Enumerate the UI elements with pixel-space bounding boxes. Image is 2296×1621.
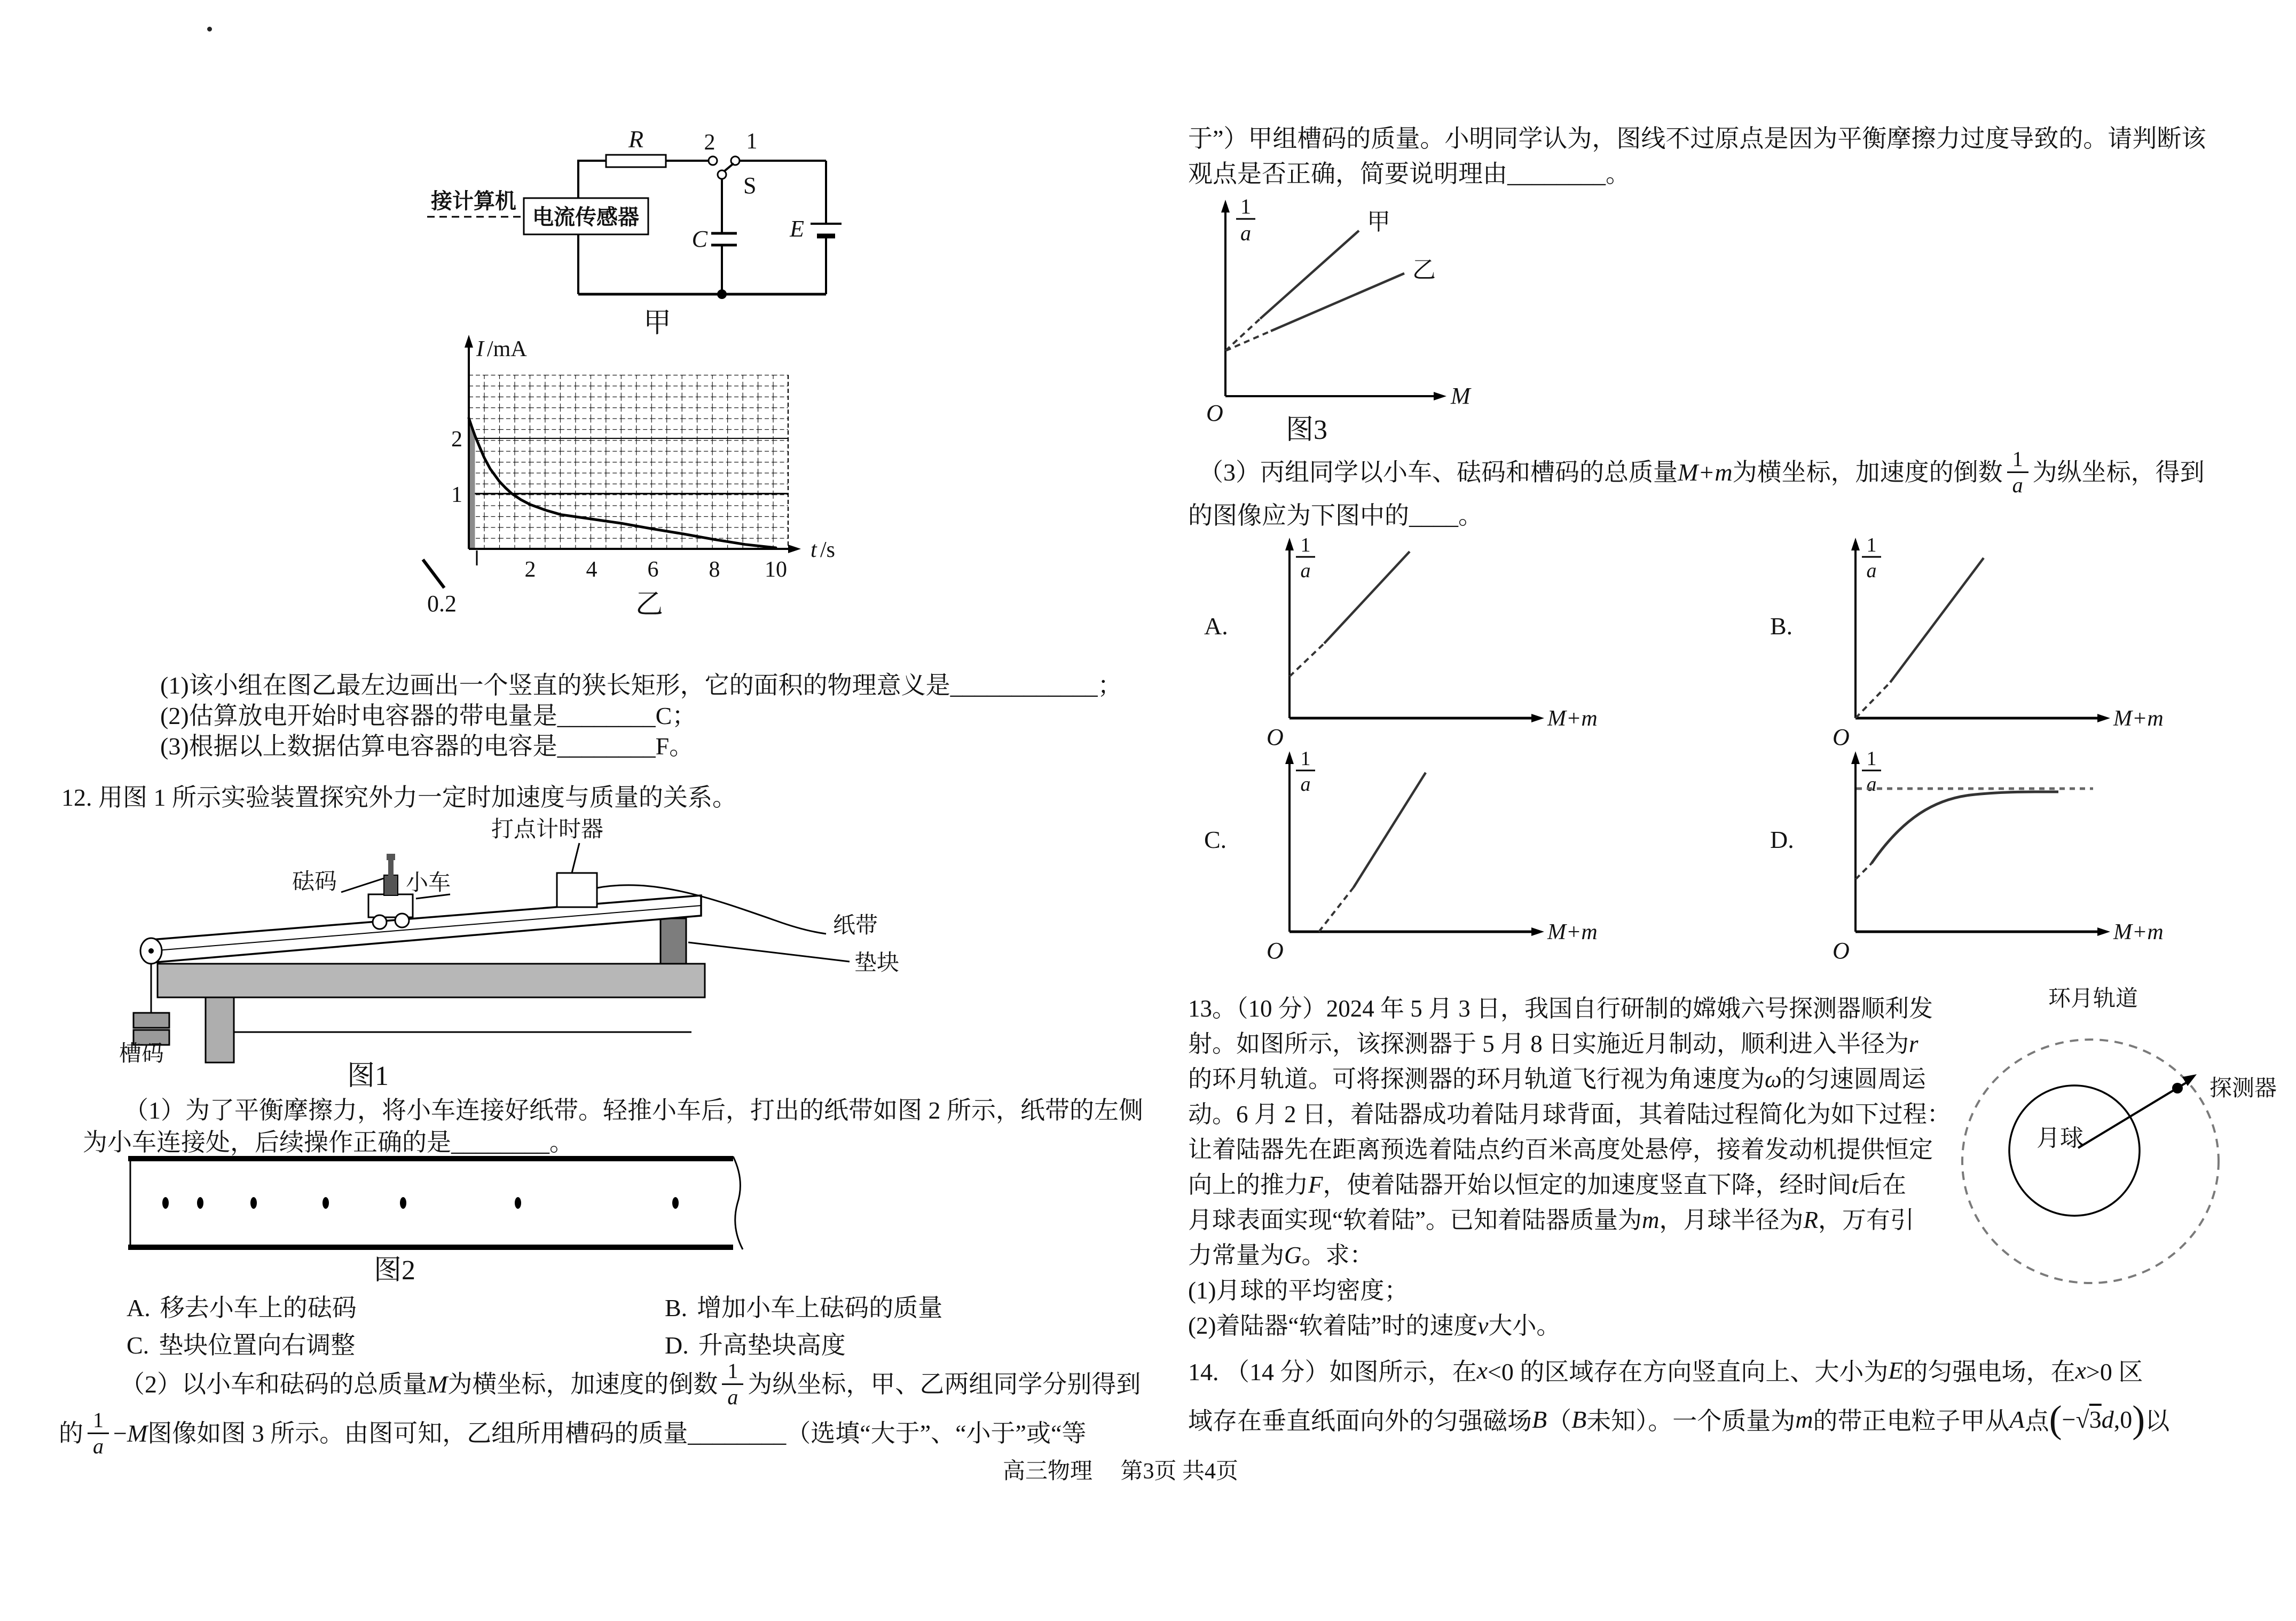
- y-axis-arrow: [1221, 200, 1230, 213]
- option-b: [665, 1293, 942, 1323]
- q13-line: 动。6 月 2 日，着陆器成功着陆月球背面，其着陆过程简化为如下过程：: [1188, 1101, 1951, 1128]
- track-edge-line: [151, 906, 701, 951]
- q13-line: 让着陆器先在距离预选着陆点约百米高度处悬停，接着发动机提供恒定: [1188, 1136, 1933, 1163]
- jia-dashed: [1225, 319, 1260, 351]
- q13-line: 13。（10 分）2024 年 5 月 3 日，我国自行研制的嫦娥六号探测器顺利发: [1188, 995, 1933, 1022]
- tape-dot: [515, 1197, 521, 1209]
- pad-block: [661, 918, 686, 964]
- option-d-key: D.: [665, 1332, 689, 1359]
- grid: [469, 375, 788, 549]
- svg-text:1: 1: [1866, 534, 1877, 556]
- graph-a-key: A.: [1204, 612, 1228, 640]
- tape-figure-2: [125, 1152, 766, 1254]
- cart-wheel: [395, 914, 409, 927]
- option-d-text: 升高垫块高度: [698, 1332, 846, 1359]
- resistor: [606, 155, 666, 167]
- probe-dot: [2172, 1083, 2183, 1093]
- jia-line: [1260, 231, 1359, 319]
- yi-label: 乙: [1412, 257, 1436, 283]
- ylabel-I: I: [476, 337, 484, 361]
- ytick-1: 1: [451, 483, 462, 507]
- tape-dot: [400, 1197, 406, 1209]
- moon-orbit-figure: [1960, 977, 2291, 1297]
- yi-line: [1271, 273, 1404, 331]
- weight-label: 砝码: [292, 870, 337, 894]
- tape-dot: [323, 1197, 329, 1209]
- contact1-label: 1: [746, 129, 758, 154]
- frac-num: 1: [1240, 194, 1251, 218]
- pad-leader: [688, 942, 850, 962]
- xtick-6: 6: [647, 557, 659, 582]
- text-seg: （3）丙组同学以小车、砝码和槽码的总质量: [1199, 458, 1678, 486]
- svg-text:O: O: [1833, 938, 1850, 964]
- xtick-4: 4: [586, 557, 597, 582]
- x-axis-arrow: [788, 545, 801, 553]
- tape-torn-edge: [733, 1156, 743, 1249]
- y-axis-arrow: [465, 335, 473, 348]
- tape-dot: [250, 1197, 257, 1209]
- q12-cont-line1: 于”）甲组槽码的质量。小明同学认为，图线不过原点是因为平衡摩擦力过度导致的。请判断该: [1188, 125, 2206, 152]
- svg-text:M+m: M+m: [1547, 920, 1598, 945]
- graph-b-key: B.: [1770, 612, 1793, 640]
- tape-dot: [162, 1197, 169, 1209]
- frac-den: a: [1240, 221, 1251, 245]
- fraction-1-over-a: $\frac{1}{a}$: [722, 1360, 743, 1408]
- q13-part1: (1)月球的平均密度；: [1188, 1277, 1409, 1304]
- hanger-weight: [133, 1013, 169, 1028]
- svg-text:1: 1: [1866, 747, 1877, 770]
- q12-cont-line2: 观点是否正确，简要说明理由________。: [1188, 160, 1630, 187]
- timer-leader: [572, 843, 579, 873]
- origin-0-2: 0.2: [427, 591, 457, 617]
- q14-text: [1188, 1345, 2288, 1444]
- page-footer: 高三物理 第3页 共4页: [1003, 1459, 1239, 1484]
- graph-d-key: D.: [1770, 826, 1794, 853]
- text-seg: 为纵坐标，得到: [2032, 458, 2205, 486]
- q13-line: 向上的推力 F ，使着陆器开始以恒定的加速度竖直下降，经时间 t 后在: [1188, 1171, 1907, 1198]
- q13-line: 射。如图所示，该探测器于 5 月 8 日实施近月制动，顺利进入半径为 r: [1188, 1030, 1918, 1057]
- contact2-label: 2: [704, 130, 715, 155]
- q12-part3-line1: [1199, 448, 2205, 496]
- xtick-8: 8: [709, 557, 720, 582]
- option-graph-b: [1770, 526, 2187, 750]
- q13-line: 的环月轨道。可将探测器的环月轨道飞行视为角速度为 ω 的匀速圆周运: [1188, 1066, 1926, 1092]
- svg-text:1: 1: [1300, 534, 1311, 556]
- roller-axle: [148, 948, 154, 954]
- option-c-text: 垫块位置向右调整: [159, 1332, 356, 1359]
- text-seg: （2）以小车和砝码的总质量: [120, 1370, 427, 1398]
- discharge-graph-yi: [411, 333, 849, 642]
- svg-text:M+m: M+m: [2113, 706, 2164, 731]
- option-graph-a: [1204, 526, 1621, 750]
- capacitor-label: C: [691, 226, 707, 252]
- q13-part2: (2)着陆器“软着陆”时的速度 v 大小。: [1188, 1312, 1561, 1339]
- cart-wheel: [373, 915, 387, 929]
- fraction-1-over-a: $\frac{1}{a}$: [88, 1410, 109, 1457]
- q12-intro: 12. 用图 1 所示实验装置探究外力一定时加速度与质量的关系。: [61, 784, 737, 811]
- weight-leader: [341, 878, 384, 892]
- graph-figure-3: [1199, 188, 1476, 423]
- text-seg: 为纵坐标，甲、乙两组同学分别得到: [748, 1370, 1141, 1398]
- option-a-text: 移去小车上的砝码: [160, 1294, 357, 1321]
- timer-box: [557, 873, 597, 907]
- graph-a-plot: [1239, 526, 1613, 756]
- tape-dot: [197, 1197, 203, 1209]
- q12-part1-line2: 为小车连接处，后续操作正确的是________。: [83, 1129, 574, 1156]
- xlabel-t: t: [811, 538, 817, 562]
- origin-O: O: [1206, 400, 1223, 423]
- svg-text:O: O: [1267, 938, 1284, 964]
- current-sensor-label: 电流传感器: [532, 205, 639, 229]
- fraction-1-over-a: $\frac{1}{a}$: [2007, 448, 2028, 496]
- option-graph-d: [1770, 739, 2187, 964]
- sqrt-3: 3: [2089, 1405, 2102, 1433]
- figure-1-caption: 图1: [347, 1061, 389, 1091]
- text-seg: 为横坐标，加速度的倒数: [1732, 458, 2003, 486]
- probe-label: 探测器: [2209, 1076, 2277, 1101]
- graph-b-plot: [1805, 526, 2179, 756]
- track: [151, 895, 701, 963]
- svg-text:M+m: M+m: [1547, 706, 1598, 731]
- apparatus-figure-1: [104, 814, 942, 1065]
- weight-bottle-cap: [387, 854, 395, 860]
- q11-part1: (1)该小组在图乙最左边画出一个竖直的狭长矩形，它的面积的物理意义是____________；: [160, 672, 1122, 699]
- figure-yi-caption: 乙: [635, 589, 664, 620]
- option-a: [127, 1293, 357, 1323]
- text-seg: 的: [59, 1419, 83, 1447]
- q11-part3: (3)根据以上数据估算电容器的电容是________F。: [160, 733, 694, 760]
- svg-text:a: a: [1866, 773, 1877, 796]
- switch-contact-2: [709, 156, 717, 165]
- svg-text:a: a: [1300, 773, 1311, 796]
- q13-line: 力常量为 G 。求：: [1188, 1242, 1374, 1269]
- weight-bottle-body: [384, 875, 398, 895]
- table-leg: [206, 997, 234, 1063]
- circuit-figure-jia: [416, 128, 854, 304]
- q12-part2-line2: [59, 1410, 1086, 1457]
- orbit-label: 环月轨道: [2048, 987, 2138, 1011]
- graph-d-plot: [1805, 739, 2179, 969]
- option-d: [665, 1331, 846, 1360]
- xtick-10: 10: [765, 557, 787, 582]
- stray-mark: [207, 27, 212, 32]
- symbol-M: M: [427, 1370, 448, 1398]
- svg-text:1: 1: [1300, 747, 1311, 770]
- moon-label: 月球: [2036, 1125, 2083, 1151]
- svg-text:O: O: [1267, 724, 1284, 750]
- svg-text:a: a: [1866, 560, 1877, 582]
- pad-label: 垫块: [854, 951, 900, 975]
- switch-blade: [724, 163, 734, 171]
- q12-part2-line1: [120, 1360, 1141, 1408]
- switch-label: S: [743, 172, 757, 199]
- option-b-key: B.: [665, 1294, 688, 1321]
- q12-part3-line2: 的图像应为下图中的____。: [1188, 502, 1483, 529]
- q11-part2: (2)估算放电开始时电容器的带电量是________C；: [160, 702, 697, 729]
- xtick-2: 2: [524, 557, 536, 582]
- yi-dashed: [1225, 331, 1271, 351]
- weight-bottle-neck: [388, 859, 394, 876]
- figure-3-caption: 图3: [1286, 415, 1328, 445]
- graph-c-plot: [1239, 739, 1613, 969]
- q13-text: [1188, 989, 1968, 1341]
- option-c-key: C.: [127, 1332, 150, 1359]
- battery-label: E: [790, 216, 804, 242]
- svg-text:M+m: M+m: [2113, 920, 2164, 945]
- option-c: [127, 1331, 355, 1360]
- resistor-label: R: [628, 128, 644, 153]
- to-computer-label: 接计算机: [431, 189, 516, 213]
- symbol-M: M: [127, 1419, 148, 1447]
- symbol-M-plus-m: M+m: [1678, 458, 1733, 486]
- q14-line2: 域存在垂直纸面向外的匀强磁场 B （ B 未知）。一个质量为 m 的带正电粒子甲从 A 点 ( −√ 3 d ,0 ) 以: [1188, 1398, 2170, 1441]
- figure-2-caption: 图2: [374, 1255, 416, 1286]
- svg-text:O: O: [1833, 724, 1850, 750]
- ylabel-unit: /mA: [487, 337, 527, 361]
- junction-dot: [717, 289, 727, 299]
- tape-label: 纸带: [833, 914, 878, 938]
- option-graph-c: [1204, 739, 1621, 964]
- text-seg: 为横坐标，加速度的倒数: [447, 1370, 718, 1398]
- option-b-text: 增加小车上砝码的质量: [697, 1294, 943, 1321]
- x-axis-arrow: [1434, 392, 1446, 400]
- q13-line: 月球表面实现“软着陆”。已知着陆器质量为 m ，月球半径为 R ，万有引: [1188, 1207, 1914, 1233]
- wire: [578, 161, 606, 198]
- cart-body: [368, 894, 413, 917]
- jia-label: 甲: [1367, 209, 1390, 235]
- graph-c-key: C.: [1204, 826, 1227, 853]
- tape-dot: [672, 1197, 679, 1209]
- svg-text:a: a: [1300, 560, 1311, 582]
- origin-slash: [423, 560, 444, 588]
- ytick-2: 2: [451, 427, 462, 452]
- xlabel-M: M: [1451, 383, 1471, 409]
- timer-label: 打点计时器: [491, 817, 604, 842]
- text-seg: 图像如图 3 所示。由图可知，乙组所用槽码的质量________（选填“大于”、“小于”或“等: [147, 1419, 1087, 1447]
- option-a-key: A.: [127, 1294, 151, 1321]
- text-seg: −: [113, 1419, 127, 1447]
- hanger-label: 槽码: [119, 1042, 164, 1065]
- figure-jia-caption: 甲: [643, 308, 672, 339]
- q14-line1: 14. （14 分）如图所示，在 x <0 的区域存在方向竖直向上、大小为 E 的匀强电场，在 x >0 区: [1188, 1356, 2143, 1386]
- xlabel-unit: /s: [820, 538, 836, 562]
- cart-label: 小车: [406, 871, 451, 895]
- q12-part1-line1: （1）为了平衡摩擦力，将小车连接好纸带。轻推小车后，打出的纸带如图 2 所示，纸带的左侧: [124, 1097, 1143, 1124]
- table-top: [158, 964, 705, 997]
